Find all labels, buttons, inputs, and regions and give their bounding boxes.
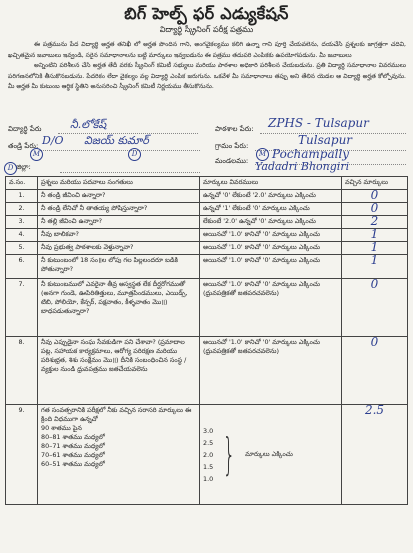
circled-initial: M <box>256 148 269 161</box>
table-row <box>6 242 408 255</box>
row-number: 7. <box>6 279 38 337</box>
row-number: 8. <box>6 337 38 405</box>
row-question: నీ తండ్రి లేనిచో నీ తాతయ్య పోషిస్తున్నారా? <box>38 203 200 216</box>
row-mark: 1 <box>342 242 408 255</box>
scale-value: 2.0 <box>203 450 214 459</box>
row-detail: అయినచో '1.0' కానిచో '0' మార్కులు ఎక్కించు (ధ్రువపత్రికతో జతపరచవలెను) <box>200 337 342 405</box>
table-row <box>6 255 408 279</box>
marks-scale <box>203 425 338 485</box>
row-detail: ఉన్నచో '0' లేకుంటే '2.0' మార్కులు ఎక్కించు <box>200 190 342 203</box>
district-underline <box>60 172 200 173</box>
row-detail: లేకుంటే '2.0' ఉన్నచో '0' మార్కులు ఎక్కించు <box>200 216 342 229</box>
row-question: నీ కుటుంబంలో 18 సం॥ల లోపు గల పిల్లలందరూ బడికి పోతున్నారా? <box>38 255 200 279</box>
instructions-paragraph: ఈ పత్రమును పేద విద్యార్థి అర్హత తనిఖీ లో అర్హత పొందిన గాని, అంగవైకల్యము కలిగి ఉన్నా గాని పూర్తి చేయవలెను, దయచేసి ప్రశ్నలకు జాగ్రత్తగా చదివి, ఖచ్చితమైన జవాబులు ఇవ్వండి, సరైన సమాధానాలను బట్టి మార్కులు ఇవ్వబడును ఈ పత్రము తదుపరి ఎంపికకు ఉపయోగపడును. మీ జవాబులు <box>8 41 406 59</box>
page-subtitle: విద్యార్థి స్క్రీనింగ్ పరీక్ష పత్రము <box>159 25 254 34</box>
page-title: బిగ్ హెల్ప్ ఫర్ ఎడ్యుకేషన్ <box>124 4 289 23</box>
mandal-label: మండలము: <box>215 157 249 165</box>
row-mark: 1 <box>342 255 408 279</box>
mandal-value: Pochampally <box>272 147 350 161</box>
row-detail: అయినచో '1.0' కానిచో '0' మార్కులు ఎక్కించు (ధ్రువపత్రికతో జతపరచవలెను) <box>200 279 342 337</box>
row-mark: 2.5 <box>342 405 408 505</box>
village-value: Tulsapur <box>298 133 353 147</box>
table-row <box>6 279 408 337</box>
instructions-paragraph: అన్నింటిని పరిశీలన చేసి అర్హత తేదీ వరకు స్క్రీనింగ్ కమిటీ సభ్యులు మరియు పాఠశాల అధికారి పరిశీలన చేయబడును. ప్రతి విద్యార్థి సమాధానాల వివరములు పరిగణనలోనికి తీసుకొనబడును. పేదరికం లేదా వైకల్యం వల్ల విద్యార్థి ఎంపిక జరుగును. ఒకవేళ మీ సమాధానాలు తప్పు అని తేలిన యెడల ఆ విద్యార్థి అర్హత కోల్పోవును. మీ అర్హత మీ కుటుంబ ఆర్థిక స్థితిని అనుసరించి స్క్రీనింగ్ కమిటీ నిర్ణయము తీసుకొనును. <box>8 62 406 91</box>
table-row <box>6 229 408 242</box>
row-detail-cell <box>200 405 342 505</box>
row-number: 5. <box>6 242 38 255</box>
brace-icon: } <box>222 428 236 480</box>
row-detail: అయినచో '1.0' కానిచో '0' మార్కులు ఎక్కించు <box>200 229 342 242</box>
row-mark: 1 <box>342 229 408 242</box>
scale-value: 1.0 <box>203 474 214 483</box>
circled-initial: D <box>4 162 17 175</box>
column-header-detail: మార్కులు వివరములు <box>200 177 342 190</box>
father-value-name: విజయ్ కుమార్ <box>84 134 149 147</box>
row-mark: 0 <box>342 190 408 203</box>
row-question: నీవు బాలికవా? <box>38 229 200 242</box>
row-question: నీ తల్లి జీవించి ఉన్నారా? <box>38 216 200 229</box>
district-value: Yadadri Bhongiri <box>255 160 350 173</box>
column-header-sno: వ.సం. <box>6 177 38 190</box>
scale-value: 3.0 <box>203 426 214 435</box>
row-question: నీవు ప్రభుత్వ పాఠశాలకు వెళ్తున్నావా? <box>38 242 200 255</box>
row-number: 3. <box>6 216 38 229</box>
table-row <box>6 337 408 405</box>
district-label: జిల్లా: <box>16 163 31 171</box>
row-number: 4. <box>6 229 38 242</box>
father-label: తండ్రి పేరు: <box>8 142 39 150</box>
row-detail: అయినచో '1.0' కానిచో '0' మార్కులు ఎక్కించు <box>200 242 342 255</box>
row-question <box>38 405 200 505</box>
row-mark: 0 <box>342 203 408 216</box>
row-question: నీ కుటుంబములో ఎవరైనా తీవ్ర అస్వస్థత లేక దీర్ఘరోగముతో (అనగా గుండె, ఊపిరితిత్తులు, మూత్రపిండములు, ఎయిడ్స్, టిబి, పోలియో, కేన్సర్, పక్షవాతం, కీళ్ళవాతం మొ॥) బాధపడుతున్నారా? <box>38 279 200 337</box>
column-header-question: ప్రశ్నలు మరియు పదవాలు సంగతులు <box>38 177 200 190</box>
screening-marks-table <box>5 176 408 505</box>
row-number: 9. <box>6 405 38 505</box>
row-number: 1. <box>6 190 38 203</box>
column-header-mark: వచ్చిన మార్కులు <box>342 177 408 190</box>
row-question: నీవు ఎప్పుడైనా సంఘ సేవకుడిగా పని చేశావా? (ప్రమాదాల పట్ల, సహాయక కార్యక్రమాలు, ఆరోగ్య పరిరక్షణ మరియు పరిశుభ్రత, శిశు సంక్షేమం మొ॥) దీనికి సంబంధించిన సంస్థ / వ్యక్తుల నుండి ధ్రువపత్రము జతచేయవలెను <box>38 337 200 405</box>
grade-item: 90 శాతము పైన <box>41 424 82 432</box>
father-value: D/O <box>42 134 64 147</box>
table-header-row <box>6 177 408 190</box>
student-name-value: నీ.లోకేష్ <box>70 118 107 131</box>
row-number: 6. <box>6 255 38 279</box>
table-row <box>6 405 408 505</box>
circled-initial: D <box>128 148 141 161</box>
school-label: పాఠశాల పేరు: <box>215 125 254 133</box>
row-detail: ఉన్నచో '1' లేకుంటే '0' మార్కులు ఎక్కించు <box>200 203 342 216</box>
table-row <box>6 203 408 216</box>
father-underline <box>40 150 200 151</box>
instructions <box>8 40 406 93</box>
scale-values <box>203 425 213 485</box>
scale-value: 2.5 <box>203 438 214 447</box>
student-name-label: విద్యార్థి పేరు <box>8 125 42 133</box>
row-number: 2. <box>6 203 38 216</box>
grade-item: 80–71 శాతము మధ్యలో <box>41 442 105 450</box>
grade-item: 70–61 శాతము మధ్యలో <box>41 451 105 459</box>
table-row <box>6 216 408 229</box>
school-value: ZPHS - Tulsapur <box>268 116 369 130</box>
row-mark: 0 <box>342 337 408 405</box>
grade-item: 60–51 శాతము మధ్యలో <box>41 460 105 468</box>
village-label: గ్రామం పేరు: <box>215 142 249 150</box>
row-question-text: గత సంవత్సరానికి పరీక్షలో నీకు వచ్చిన సరాసరి మార్కులు ఈ క్రింది విధముగా ఉన్నచో <box>41 406 192 423</box>
grade-item: 80–81 శాతము మధ్యలో <box>41 433 105 441</box>
table-row <box>6 190 408 203</box>
row-mark: 2 <box>342 216 408 229</box>
row-detail: అయినచో '1.0' కానిచో '0' మార్కులు ఎక్కించు <box>200 255 342 279</box>
row-detail: మార్కులు ఎక్కించు <box>245 450 293 458</box>
scale-value: 1.5 <box>203 462 214 471</box>
row-question: నీ తండ్రి జీవించి ఉన్నారా? <box>38 190 200 203</box>
circled-initial: M <box>30 148 43 161</box>
row-mark: 0 <box>342 279 408 337</box>
